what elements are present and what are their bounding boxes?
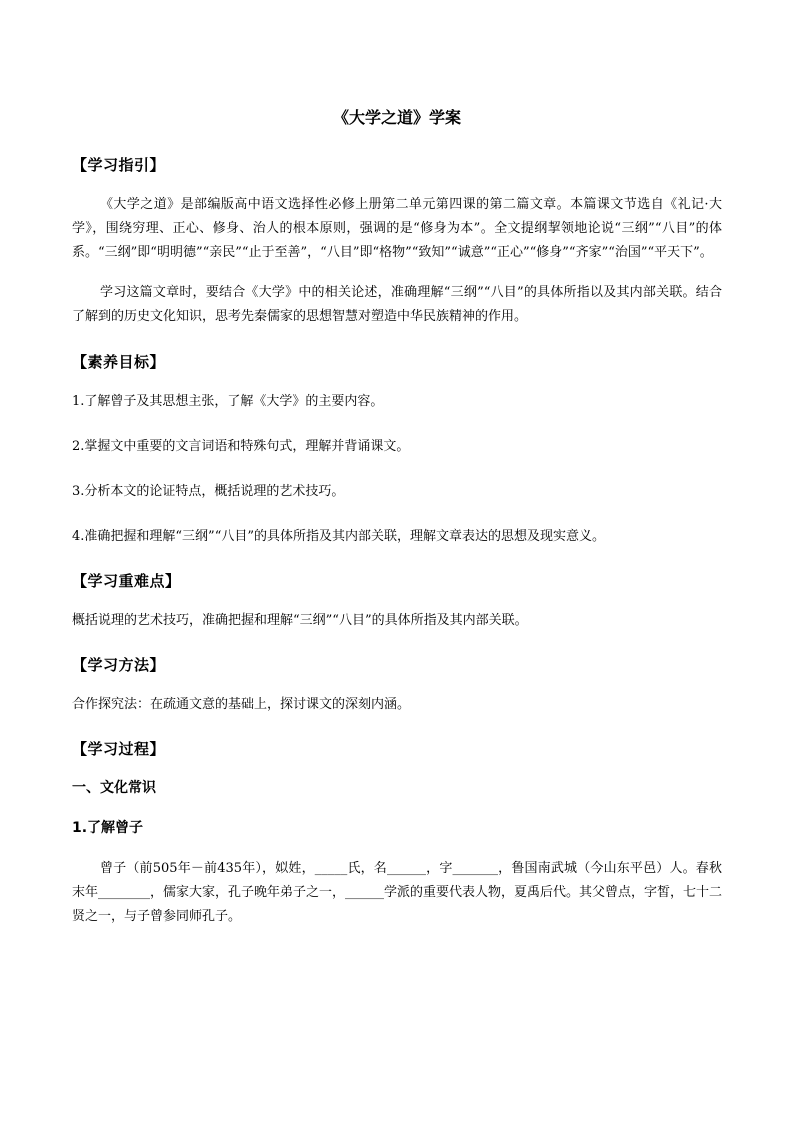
goal-item-1: 1.了解曾子及其思想主张，了解《大学》的主要内容。 xyxy=(72,394,384,409)
goal-item-2: 2.掌握文中重要的文言词语和特殊句式，理解并背诵课文。 xyxy=(72,439,410,454)
process-sub-1-text: 曾子（前505年－前435年），姒姓，_____氏，名______，字_______，鲁国南武城（今山东平邑）人。春秋末年________，儒家大家，孔子晚年弟子之一，______学派的重要代表人物，夏禹后代。其父曾点，字皙，七十二贤之一，与子曾参同师孔子。 xyxy=(72,861,723,924)
section-heading-key-points: 【学习重难点】 xyxy=(72,572,181,590)
goal-item-4: 4.准确把握和理解“三纲”“八目”的具体所指及其内部关联，理解文章表达的思想及现实意义。 xyxy=(72,529,605,544)
section-heading-guide: 【学习指引】 xyxy=(72,156,166,174)
process-sub-1-heading: 1.了解曾子 xyxy=(72,820,144,836)
document-title: 《大学之道》学案 xyxy=(332,108,461,127)
goal-item-3: 3.分析本文的论证特点，概括说理的艺术技巧。 xyxy=(72,484,345,499)
process-part-1-heading: 一、文化常识 xyxy=(72,780,156,796)
section-heading-goals: 【素养目标】 xyxy=(72,353,166,371)
page-content xyxy=(72,105,722,945)
guide-paragraph-1: 《大学之道》是部编版高中语文选择性必修上册第二单元第四课的第二篇文章。本篇课文节选自《礼记·大学》，围绕穷理、正心、修身、治人的根本原则，强调的是“修身为本”。全文提纲挈领地论说“三纲”“八目”的体系。“三纲”即“明明德”“亲民”“止于至善”，“八目”即“格物”“致知”“诚意”“正心”“修身”“齐家”“治国”“平天下”。 xyxy=(72,197,722,260)
section-heading-method: 【学习方法】 xyxy=(72,656,166,674)
section-heading-process: 【学习过程】 xyxy=(72,740,166,758)
guide-paragraph-2: 学习这篇文章时，要结合《大学》中的相关论述，准确理解“三纲”“八目”的具体所指以及其内部关联。结合了解到的历史文化知识，思考先秦儒家的思想智慧对塑造中华民族精神的作用。 xyxy=(72,285,722,324)
method-text: 合作探究法：在疏通文意的基础上，探讨课文的深刻内涵。 xyxy=(72,697,411,712)
key-points-text: 概括说理的艺术技巧，准确把握和理解“三纲”“八目”的具体所指及其内部关联。 xyxy=(72,613,528,628)
